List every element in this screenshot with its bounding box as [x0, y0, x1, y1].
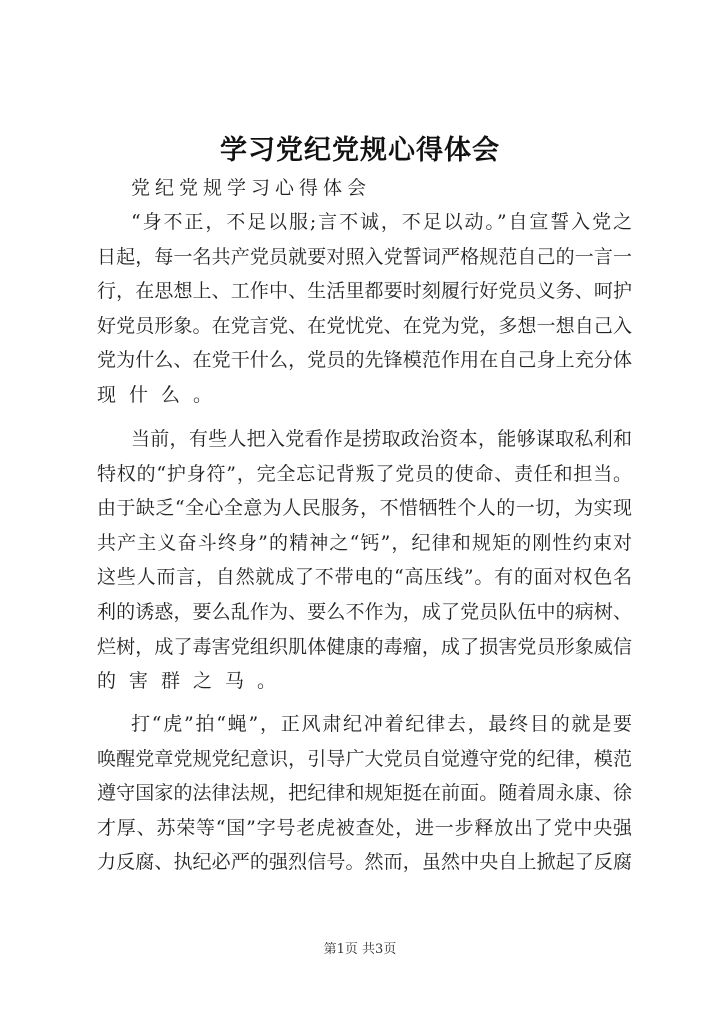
document-subtitle: 党纪党规学习心得体会 [131, 177, 372, 199]
paragraph-line: “身不正，不足以服;言不诚，不足以动。”自宣誓入党之 [131, 211, 632, 233]
paragraph-line: 遵守国家的法律法规，把纪律和规矩挺在前面。随着周永康、徐 [97, 782, 632, 805]
paragraph-line: 力反腐、执纪必严的强烈信号。然而，虽然中央自上掀起了反腐 [97, 851, 632, 874]
paragraph-line: 利的诱惑，要么乱作为、要么不作为，成了党员队伍中的病树、 [97, 601, 632, 623]
paragraph-line: 的害群之马。 [97, 670, 290, 693]
paragraph-line: 才厚、苏荣等“国”字号老虎被查处，进一步释放出了党中央强 [97, 816, 632, 839]
paragraph-line: 好党员形象。在党言党、在党忧党、在党为党，多想一想自己入 [97, 314, 632, 337]
paragraph-line: 烂树，成了毒害党组织肌体健康的毒瘤，成了损害党员形象威信 [97, 635, 632, 658]
paragraph-line: 特权的“护身符”，完全忘记背叛了党员的使命、责任和担当。 [97, 462, 632, 485]
document-title: 学习党纪党规心得体会 [220, 135, 500, 166]
paragraph-line: 现什么。 [97, 384, 226, 406]
page-footer: 第1页 共3页 [323, 942, 397, 957]
paragraph-line: 当前，有些人把入党看作是捞取政治资本，能够谋取私利和 [131, 428, 632, 450]
paragraph-line: 打“虎”拍“蝇”，正风肃纪冲着纪律去，最终目的就是要 [131, 713, 632, 735]
paragraph-line: 行，在思想上、工作中、生活里都要时刻履行好党员义务、呵护 [97, 280, 632, 303]
paragraph-line: 共产主义奋斗终身”的精神之“钙”，纪律和规矩的刚性约束对 [97, 531, 632, 554]
paragraph-line: 日起，每一名共产党员就要对照入党誓词严格规范自己的一言一 [97, 245, 632, 268]
paragraph-line: 唤醒党章党规党纪意识，引导广大党员自觉遵守党的纪律，模范 [97, 747, 632, 770]
paragraph-line: 这些人而言，自然就成了不带电的“高压线”。有的面对权色名 [97, 566, 632, 589]
paragraph-line: 由于缺乏“全心全意为人民服务，不惜牺牲个人的一切，为实现 [97, 497, 632, 520]
paragraph-line: 党为什么、在党干什么，党员的先锋模范作用在自己身上充分体 [97, 349, 632, 372]
